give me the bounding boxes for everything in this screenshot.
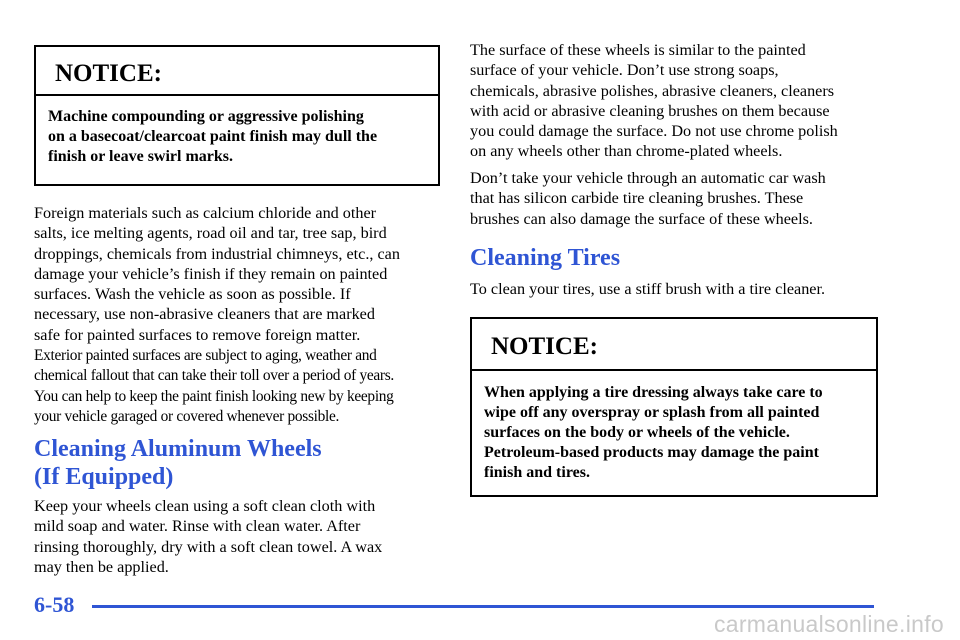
heading-cleaning-tires: Cleaning Tires [470,245,621,271]
notice-title: NOTICE: [472,319,876,371]
watermark: carmanualsonline.info [713,611,944,637]
notice-box-tires [470,317,878,497]
paragraph-exterior-surfaces: Exterior painted surfaces are subject to aging, weather and chemical fallout that can take their toll over a period of years. You can help to keep the paint finish looking new by keeping your vehicle garaged or covered whenever possible. [34,347,394,425]
heading-cleaning-aluminum-wheels: Cleaning Aluminum Wheels (If Equipped) [34,436,322,490]
paragraph-wheel-surface: The surface of these wheels is similar to the painted surface of your vehicle. Don’t use strong soaps, chemicals, abrasive polishes, abrasive cleaners, cleaners with acid or abrasive cleaning brushes on them because you could damage the surface. Do not use chrome polish on any wheels other than chrome‑plated wheels. [470,41,838,161]
notice-box-paint [34,45,440,186]
notice-title: NOTICE: [36,47,438,96]
paragraph-clean-tires: To clean your tires, use a stiff brush with a tire cleaner. [470,280,826,298]
paragraph-car-wash: Don’t take your vehicle through an automatic car wash that has silicon carbide tire cleaning brushes. These brushes can also damage the surface of these wheels. [470,169,826,228]
notice-text: Machine compounding or aggressive polishing on a basecoat/clearcoat paint finish may dull the finish or leave swirl marks. [48,108,378,165]
page-number: 6-58 [34,592,75,617]
footer-rule [92,605,874,608]
paragraph-foreign-materials: Foreign materials such as calcium chloride and other salts, ice melting agents, road oil and tar, tree sap, bird droppings, chemicals from industrial chimneys, etc., can damage your vehicle’s finish if they remain on painted surfaces. Wash the vehicle as soon as possible. If necessary, use non‑abrasive cleaners that are marked safe for painted surfaces to remove foreign matter. [34,204,400,344]
paragraph-keep-wheels-clean: Keep your wheels clean using a soft clean cloth with mild soap and water. Rinse with clean water. After rinsing thoroughly, dry with a soft clean towel. A wax may then be applied. [34,497,383,576]
notice-text: When applying a tire dressing always take care to wipe off any overspray or splash from all painted surfaces on the body or wheels of the vehicle. Petroleum‑based products may damage the paint finish and tires. [484,384,823,481]
